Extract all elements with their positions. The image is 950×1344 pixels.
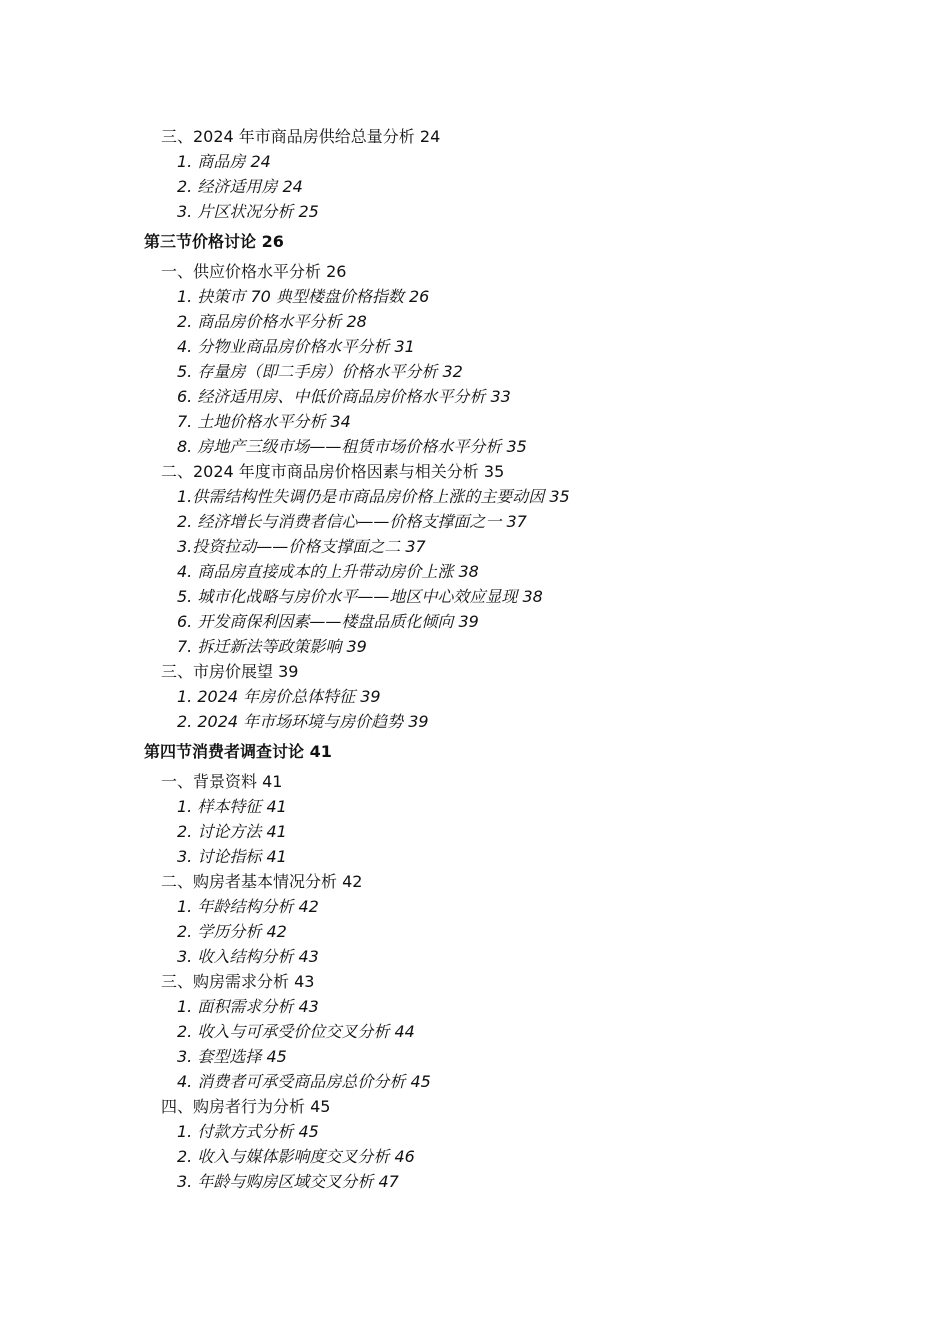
toc-subentry: 4. 商品房直接成本的上升带动房价上涨 38	[177, 562, 479, 581]
toc-subentry: 7. 土地价格水平分析 34	[177, 412, 351, 431]
toc-subentry: 2. 经济增长与消费者信心——价格支撑面之一 37	[177, 512, 527, 531]
toc-subentry: 3.投资拉动——价格支撑面之二 37	[177, 537, 426, 556]
toc-subentry: 2. 2024 年市场环境与房价趋势 39	[177, 712, 429, 731]
toc-subentry: 2. 商品房价格水平分析 28	[177, 312, 367, 331]
toc-subentry: 6. 经济适用房、中低价商品房价格水平分析 33	[177, 387, 511, 406]
toc-subentry: 1. 抉策市 70 典型楼盘价格指数 26	[177, 287, 430, 306]
toc-entry: 二、购房者基本情况分析 42	[161, 872, 363, 891]
table-of-contents	[0, 124, 950, 1194]
toc-subentry: 1. 年龄结构分析 42	[177, 897, 319, 916]
toc-subentry: 1. 面积需求分析 43	[177, 997, 319, 1016]
toc-subentry: 4. 分物业商品房价格水平分析 31	[177, 337, 415, 356]
toc-subentry: 2. 收入与媒体影响度交叉分析 46	[177, 1147, 415, 1166]
toc-subentry: 4. 消费者可承受商品房总价分析 45	[177, 1072, 431, 1091]
toc-subentry: 2. 经济适用房 24	[177, 177, 303, 196]
toc-subentry: 3. 收入结构分析 43	[177, 947, 319, 966]
toc-subentry: 7. 拆迁新法等政策影响 39	[177, 637, 367, 656]
toc-entry: 一、供应价格水平分析 26	[161, 262, 347, 281]
toc-entry: 三、购房需求分析 43	[161, 972, 315, 991]
toc-subentry: 3. 年龄与购房区域交叉分析 47	[177, 1172, 399, 1191]
toc-entry: 一、背景资料 41	[161, 772, 283, 791]
toc-subentry: 3. 片区状况分析 25	[177, 202, 319, 221]
toc-subentry: 5. 城市化战略与房价水平——地区中心效应显现 38	[177, 587, 543, 606]
toc-subentry: 5. 存量房（即二手房）价格水平分析 32	[177, 362, 463, 381]
toc-entry: 三、2024 年市商品房供给总量分析 24	[161, 127, 441, 146]
toc-section-heading: 第三节价格讨论 26	[144, 232, 284, 251]
toc-subentry: 2. 讨论方法 41	[177, 822, 287, 841]
toc-subentry: 6. 开发商保利因素——楼盘品质化倾向 39	[177, 612, 479, 631]
toc-subentry: 3. 讨论指标 41	[177, 847, 287, 866]
toc-subentry: 3. 套型选择 45	[177, 1047, 287, 1066]
toc-subentry: 1. 商品房 24	[177, 152, 271, 171]
toc-entry: 四、购房者行为分析 45	[161, 1097, 331, 1116]
toc-subentry: 8. 房地产三级市场——租赁市场价格水平分析 35	[177, 437, 527, 456]
toc-subentry: 1. 样本特征 41	[177, 797, 287, 816]
toc-entry: 三、市房价展望 39	[161, 662, 299, 681]
toc-section-heading: 第四节消费者调查讨论 41	[144, 742, 332, 761]
toc-subentry: 1. 2024 年房价总体特征 39	[177, 687, 381, 706]
toc-subentry: 2. 收入与可承受价位交叉分析 44	[177, 1022, 415, 1041]
toc-subentry: 2. 学历分析 42	[177, 922, 287, 941]
toc-entry: 二、2024 年度市商品房价格因素与相关分析 35	[161, 462, 505, 481]
toc-subentry: 1.供需结构性失调仍是市商品房价格上涨的主要动因 35	[177, 487, 570, 506]
toc-subentry: 1. 付款方式分析 45	[177, 1122, 319, 1141]
